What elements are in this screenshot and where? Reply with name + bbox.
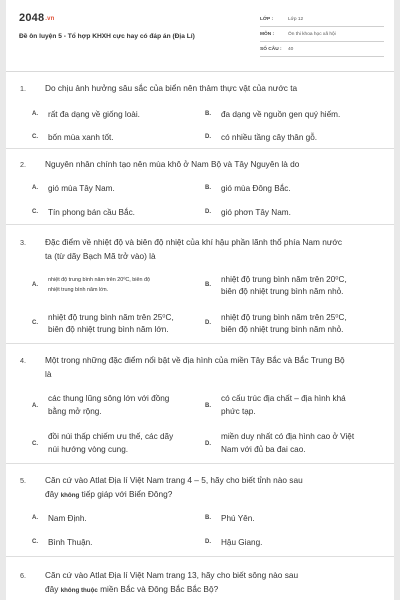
question-divider (6, 556, 394, 557)
emphasis-text: không thuộc (60, 587, 98, 594)
option-letter: C. (32, 320, 38, 326)
document-header (6, 0, 394, 66)
option-letter: D. (205, 320, 211, 326)
meta-row-subject (260, 27, 384, 42)
question-number: 1. (20, 84, 26, 93)
option-letter: C. (32, 209, 38, 215)
question-number: 6. (20, 571, 26, 580)
option-text-line-2: phức tạp. (221, 407, 256, 416)
option-letter: C. (32, 539, 38, 545)
option-text-line-2: biên độ nhiệt trung bình năm lớn. (48, 325, 169, 334)
document-page (6, 0, 394, 600)
option-text: gió phơn Tây Nam. (221, 208, 291, 217)
option-letter: C. (32, 441, 38, 447)
meta-value: Lớp 12 (288, 16, 304, 22)
option-letter: A. (32, 515, 38, 521)
meta-label: MÔN : (260, 31, 275, 37)
question-text-line-2: ta (từ dãy Bạch Mã trở vào) là (45, 251, 156, 261)
text-fragment: đây (45, 584, 61, 594)
meta-label: SỐ CÂU : (260, 46, 282, 52)
option-text: Nam Định. (48, 514, 87, 523)
question-text-line-1: Căn cứ vào Atlat Địa lí Việt Nam trang 13, hãy cho biết sông nào sau (45, 570, 299, 580)
meta-value: Ôn thi khoa học xã hội (288, 31, 336, 37)
meta-value: 40 (288, 46, 294, 52)
option-text: Bình Thuận. (48, 538, 93, 547)
option-letter: A. (32, 111, 38, 117)
option-text-line-1: nhiệt độ trung bình năm trên 20⁰C, biên độ (48, 277, 150, 283)
meta-row-count (260, 42, 384, 57)
option-text-line-1: nhiệt độ trung bình năm trên 25⁰C, (221, 313, 347, 322)
question-text-line-1: Căn cứ vào Atlat Địa lí Việt Nam trang 4 – 5, hãy cho biết tỉnh nào sau (45, 475, 303, 485)
option-letter: D. (205, 134, 211, 140)
question-text: Do chịu ảnh hưởng sâu sắc của biển nên thảm thực vật của nước ta (45, 83, 298, 93)
question-text-line-1: Đặc điểm về nhiệt độ và biên độ nhiệt của khí hậu phần lãnh thổ phía Nam nước (45, 237, 342, 247)
option-letter: B. (205, 515, 211, 521)
option-letter: D. (205, 209, 211, 215)
option-text: đa dạng về nguồn gen quý hiếm. (221, 110, 341, 119)
emphasis-text: không (60, 492, 80, 499)
meta-label: LỚP : (260, 16, 274, 22)
option-text-line-1: có cấu trúc địa chất – địa hình khá (221, 394, 346, 403)
option-text-line-1: các thung lũng sông lớn với đồng (48, 394, 170, 403)
option-letter: D. (205, 539, 211, 545)
option-letter: B. (205, 403, 211, 409)
question-divider (6, 343, 394, 344)
option-text: Tín phong bán cầu Bắc. (48, 208, 135, 217)
question-number: 4. (20, 356, 26, 365)
option-text-line-1: miền duy nhất có địa hình cao ở Việt (221, 432, 355, 441)
document-meta (260, 12, 384, 57)
question-text-line-2 (45, 487, 375, 503)
option-text: gió mùa Đông Bắc. (221, 184, 291, 193)
option-text-line-2: nhiệt trung bình năm lớn. (48, 287, 109, 293)
question-divider (6, 148, 394, 149)
option-text: Hậu Giang. (221, 538, 263, 547)
question-number: 2. (20, 160, 26, 169)
text-fragment: đây (45, 489, 61, 499)
option-text: gió mùa Tây Nam. (48, 184, 115, 193)
option-text-line-2: Nam với đủ ba đai cao. (221, 445, 306, 454)
question-text-line-1: Một trong những đặc điểm nổi bật về địa hình của miền Tây Bắc và Bắc Trung Bộ (45, 355, 345, 365)
option-text-line-2: bằng mở rộng. (48, 407, 102, 416)
option-text-line-2: núi hướng vòng cung. (48, 445, 129, 454)
question-text-line-2 (45, 582, 375, 598)
question-number: 3. (20, 238, 26, 247)
option-text: rất đa dạng về giống loài. (48, 110, 140, 119)
option-letter: B. (205, 282, 211, 288)
option-text-line-2: biên độ nhiệt trung bình năm nhỏ. (221, 287, 344, 296)
text-fragment: miền Bắc và Đông Bắc Bắc Bộ? (97, 584, 219, 594)
option-text-line-1: đồi núi thấp chiếm ưu thế, các dãy (48, 432, 174, 441)
option-letter: B. (205, 111, 211, 117)
logo-suffix: .vn (45, 16, 55, 22)
option-letter: D. (205, 441, 211, 447)
question-divider (6, 463, 394, 464)
site-logo[interactable] (19, 12, 55, 24)
question-text: Nguyên nhân chính tạo nên mùa khô ở Nam Bộ và Tây Nguyên là do (45, 159, 300, 169)
option-text: Phú Yên. (221, 514, 255, 523)
option-letter: A. (32, 282, 38, 288)
meta-row-class (260, 12, 384, 27)
question-number: 5. (20, 476, 26, 485)
text-fragment: tiếp giáp với Biển Đông? (79, 489, 173, 499)
option-letter: A. (32, 185, 38, 191)
document-title: Đề ôn luyện 5 - Tổ hợp KHXH cực hay có đáp án (Địa Lí) (19, 33, 195, 40)
option-text: bốn mùa xanh tốt. (48, 133, 114, 142)
option-letter: A. (32, 403, 38, 409)
logo-text: 2048 (19, 12, 45, 24)
question-divider (6, 224, 394, 225)
option-text: có nhiều tầng cây thân gỗ. (221, 133, 318, 142)
option-letter: C. (32, 134, 38, 140)
option-letter: B. (205, 185, 211, 191)
option-text-line-2: biên độ nhiệt trung bình năm nhỏ. (221, 325, 344, 334)
header-divider (6, 71, 394, 72)
option-text-line-1: nhiệt độ trung bình năm trên 25⁰C, (48, 313, 174, 322)
option-text-line-1: nhiệt độ trung bình năm trên 20⁰C, (221, 275, 347, 284)
question-text-line-2: là (45, 369, 52, 379)
